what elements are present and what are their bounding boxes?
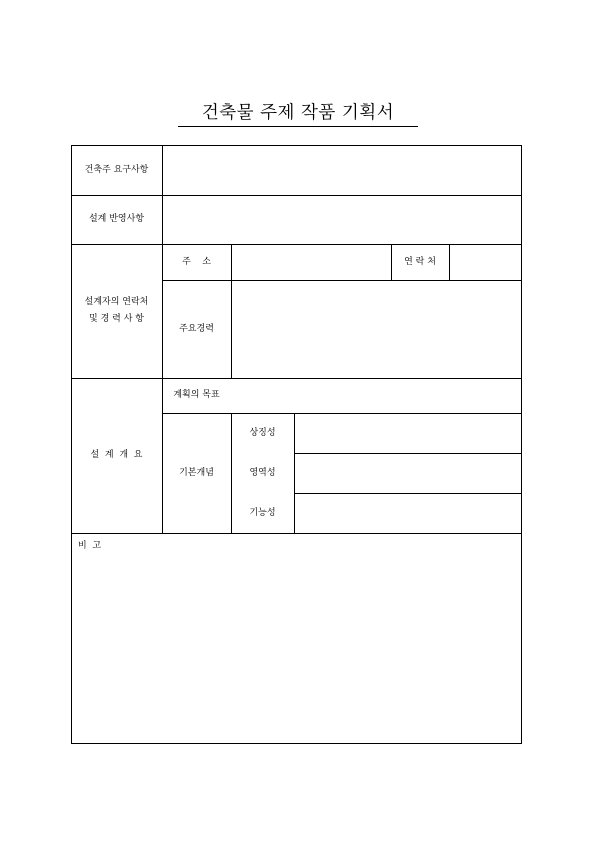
basic-concept-label: 기본개념	[179, 467, 214, 478]
territoriality-field[interactable]	[295, 454, 521, 493]
plan-goal-field[interactable]	[232, 379, 521, 413]
contact-field[interactable]	[450, 245, 521, 280]
design-overview-label: 설 계 개 요	[90, 450, 143, 460]
symbolism-field[interactable]	[295, 414, 521, 453]
remarks-field[interactable]	[72, 534, 521, 743]
contact-label: 연 락 처	[404, 256, 436, 267]
designer-contact-label-line1: 설계자의 연락처	[84, 297, 149, 307]
title-underline	[178, 126, 418, 127]
client-requirements-field[interactable]	[163, 146, 521, 195]
symbolism-label: 상징성	[249, 427, 276, 438]
career-label: 주요경력	[179, 323, 214, 334]
address-label: 주 소	[182, 256, 211, 267]
design-reflection-label: 설계 반영사항	[88, 214, 145, 224]
career-field[interactable]	[232, 281, 521, 378]
document-title: 건축물 주제 작품 기획서	[201, 103, 395, 123]
plan-goal-label: 계획의 목표	[173, 390, 220, 400]
client-requirements-label: 건축주 요구사항	[84, 164, 149, 175]
remarks-label: 비 고	[78, 541, 102, 551]
design-reflection-field[interactable]	[163, 196, 521, 244]
functionality-field[interactable]	[295, 494, 521, 533]
territoriality-label: 영역성	[249, 467, 276, 478]
designer-contact-label	[71, 244, 162, 378]
functionality-label: 기능성	[249, 507, 276, 518]
designer-contact-label-line2: 및 경 력 사 항	[89, 314, 144, 324]
address-field[interactable]	[232, 245, 391, 280]
